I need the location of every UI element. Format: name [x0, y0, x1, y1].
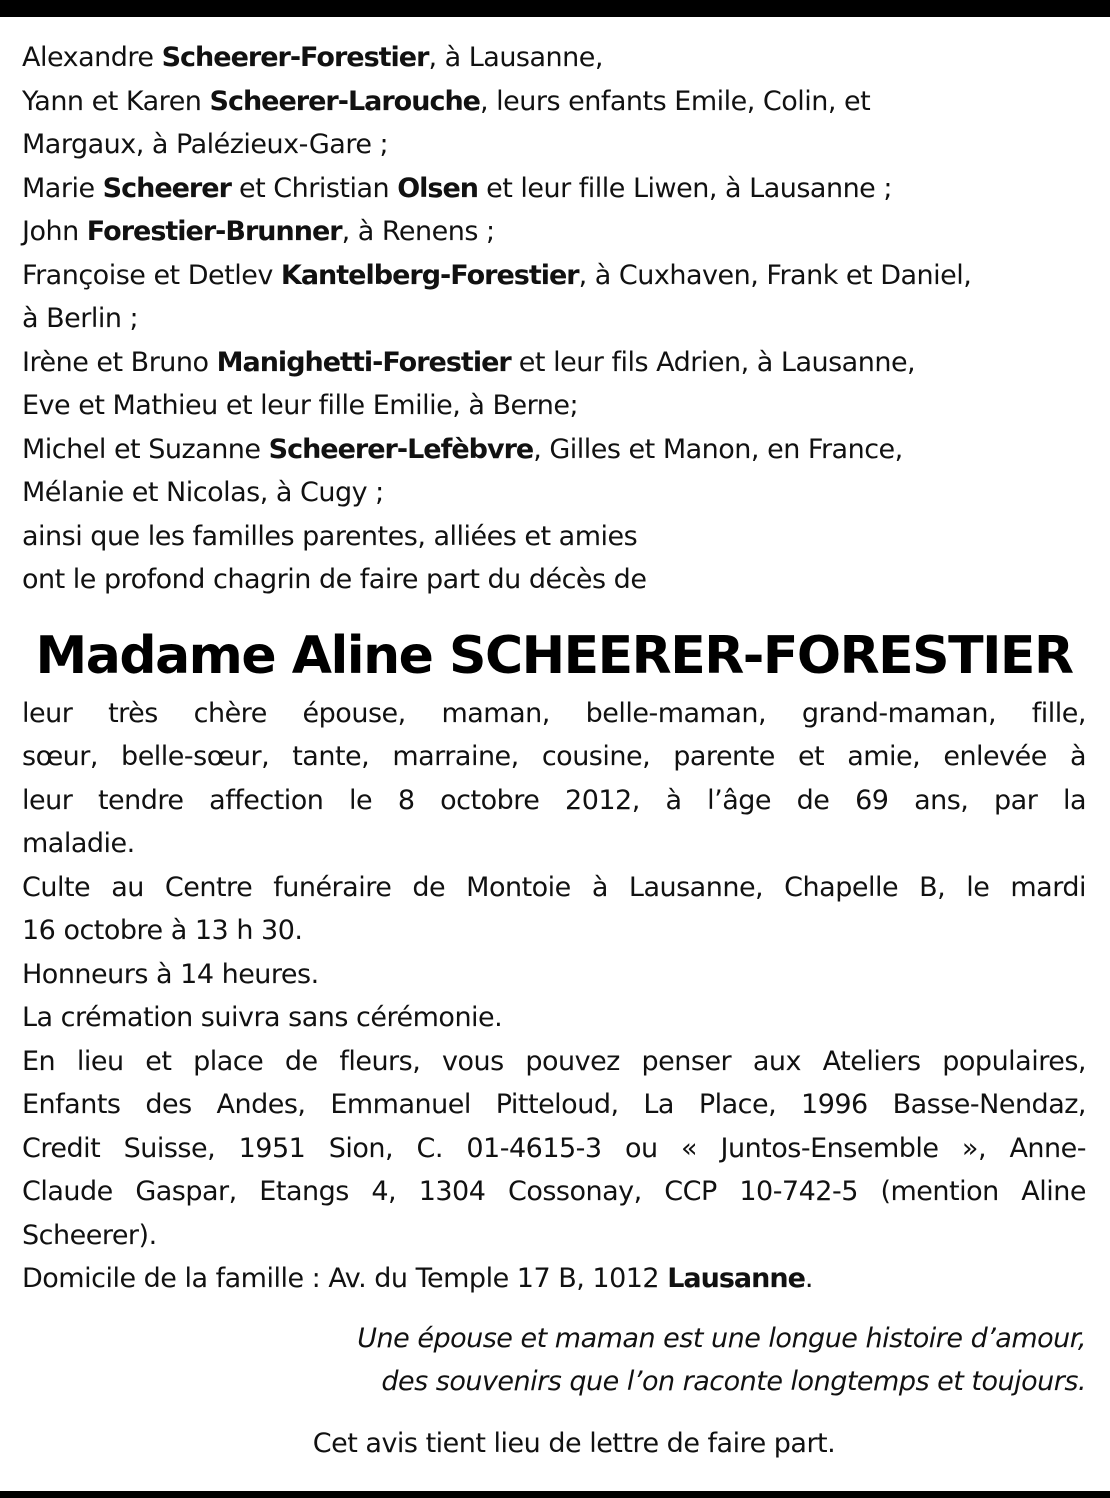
family-text: Alexandre	[22, 42, 162, 73]
family-surname: Manighetti-Forestier	[216, 346, 511, 378]
family-line	[22, 428, 1086, 472]
obituary-notice	[22, 36, 1086, 1465]
family-surname: Scheerer	[102, 172, 231, 204]
family-line	[22, 384, 1086, 428]
family-line	[22, 297, 1086, 341]
family-text: Marie	[22, 172, 103, 204]
family-text: Yann et Karen	[22, 85, 210, 117]
family-line	[22, 515, 1086, 559]
body-line: 16 octobre à 13 h 30.	[22, 915, 303, 946]
closing-note: Cet avis tient lieu de lettre de faire part.	[312, 1427, 836, 1459]
family-text: Françoise et Detlev	[22, 259, 281, 291]
body-line: La crémation suivra sans cérémonie.	[22, 1002, 503, 1033]
family-line	[22, 80, 1086, 124]
domicile-city: Lausanne	[667, 1263, 805, 1294]
family-text: et leur fille Liwen, à Lausanne ;	[478, 172, 892, 204]
family-line	[22, 167, 1086, 211]
family-text: Margaux, à Palézieux-Gare ;	[22, 129, 389, 160]
family-text: , à Lausanne,	[428, 42, 603, 73]
family-surname: Scheerer-Larouche	[209, 85, 480, 117]
family-text: à Berlin ;	[22, 303, 139, 334]
family-domicile: Domicile de la famille : Av. du Temple 17 B, 1012 Lausanne.	[22, 1263, 813, 1294]
quote-line: des souvenirs que l’on raconte longtemps et toujours.	[381, 1366, 1086, 1397]
family-line	[22, 123, 1086, 167]
family-surname: Scheerer-Forestier	[161, 42, 429, 73]
family-text: John	[22, 216, 87, 247]
family-line	[22, 558, 1086, 602]
family-text: , leurs enfants Emile, Colin, et	[480, 85, 871, 117]
family-line	[22, 341, 1086, 385]
body-line: leur tendre affection le 8 octobre 2012, à l’âge de 69 ans, par la	[22, 784, 1086, 816]
family-text: et Christian	[230, 172, 398, 204]
body-line: sœur, belle-sœur, tante, marraine, cousine, parente et amie, enlevée à	[22, 741, 1086, 772]
family-text: Irène et Bruno	[22, 346, 217, 378]
bottom-rule	[0, 1491, 1110, 1498]
family-text: Mélanie et Nicolas, à Cugy ;	[22, 477, 384, 508]
body-line: Credit Suisse, 1951 Sion, C. 01-4615-3 ou « Juntos-Ensemble », Anne-	[22, 1132, 1086, 1164]
family-surname: Scheerer-Lefèbvre	[268, 433, 534, 465]
family-text: Eve et Mathieu et leur fille Emilie, à Berne;	[22, 390, 579, 421]
family-surname: Forestier-Brunner	[86, 216, 342, 247]
body-line: Culte au Centre funéraire de Montoie à Lausanne, Chapelle B, le mardi	[22, 871, 1086, 903]
body-line: leur très chère épouse, maman, belle-maman, grand-maman, fille,	[22, 697, 1086, 729]
body-line: Scheerer).	[22, 1219, 157, 1251]
family-text: ont le profond chagrin de faire part du décès de	[22, 564, 647, 595]
family-text: Michel et Suzanne	[22, 433, 269, 465]
family-list	[22, 36, 1086, 602]
family-text: , à Renens ;	[341, 216, 495, 247]
quote-line: Une épouse et maman est une longue histoire d’amour,	[357, 1322, 1086, 1354]
body-line: En lieu et place de fleurs, vous pouvez penser aux Ateliers populaires,	[22, 1045, 1086, 1077]
notice-body	[22, 692, 1086, 1258]
body-line: Claude Gaspar, Etangs 4, 1304 Cossonay, CCP 10-742-5 (mention Aline	[22, 1176, 1086, 1207]
family-text: ainsi que les familles parentes, alliées et amies	[22, 520, 638, 552]
family-line	[22, 254, 1086, 298]
family-text: et leur fils Adrien, à Lausanne,	[510, 346, 916, 378]
top-rule	[0, 0, 1110, 17]
family-surname: Olsen	[397, 172, 479, 204]
body-line: Honneurs à 14 heures.	[22, 958, 319, 990]
family-line	[22, 210, 1086, 254]
memorial-quote	[22, 1317, 1086, 1404]
body-line: maladie.	[22, 828, 135, 859]
deceased-name: Madame Aline SCHEERER-FORESTIER	[35, 625, 1073, 686]
family-surname: Kantelberg-Forestier	[280, 259, 579, 291]
family-line	[22, 36, 1086, 80]
family-text: , Gilles et Manon, en France,	[533, 433, 903, 465]
family-text: , à Cuxhaven, Frank et Daniel,	[578, 259, 972, 291]
family-line	[22, 471, 1086, 515]
body-line: Enfants des Andes, Emmanuel Pitteloud, La Place, 1996 Basse-Nendaz,	[22, 1089, 1086, 1120]
